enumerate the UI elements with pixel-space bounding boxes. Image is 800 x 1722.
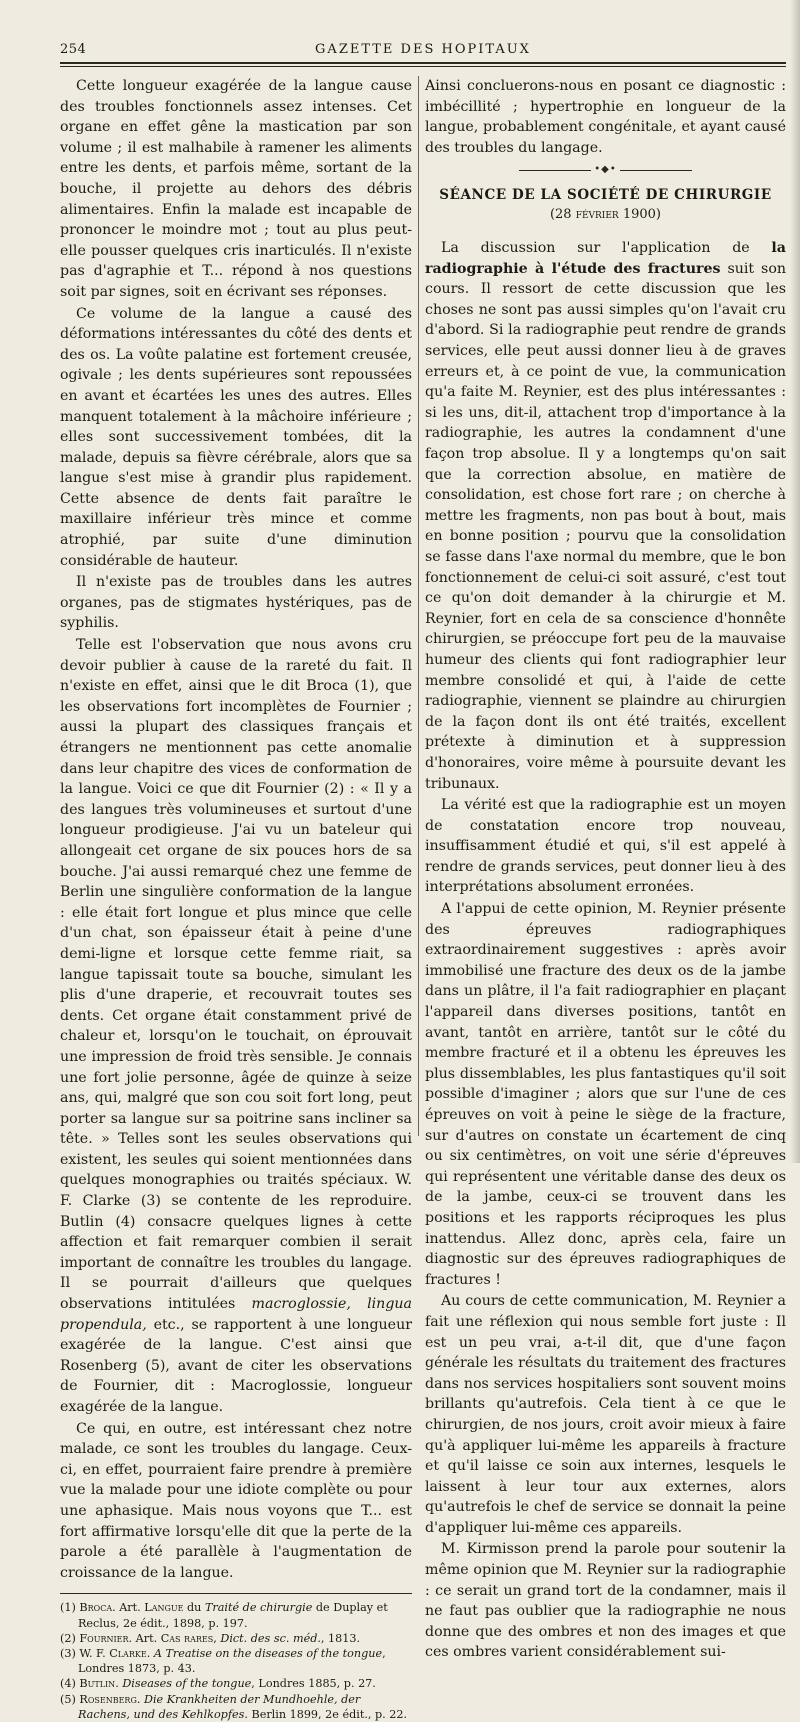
footnote-author: Rosenberg [79, 1692, 137, 1706]
footnote-text: de Duplay et Reclus, 2e édit., 1898, p. 197. [78, 1601, 388, 1630]
section-date [425, 205, 786, 226]
ornament-line [620, 170, 692, 171]
footnote [60, 1692, 412, 1722]
footnote [60, 1600, 412, 1630]
section-ornament [425, 164, 786, 177]
paragraph: Il n'existe pas de troubles dans les autres organes, pas de stigmates hystériques, pas de syphilis. [60, 574, 412, 632]
footnote-number: (2) [60, 1631, 80, 1645]
paragraph: Ce qui, en outre, est intéressant chez notre malade, ce sont les troubles du langage. Ceux-ci, en effet, pourraient faire prendre à première vue la malade pour une idiote complète ou pour une aphasique. Mais nous voyons que T... est fort affirmative lorsqu'elle dit que la perte de la parole a été parallèle à l'augmentation de croissance de la langue. [60, 1420, 412, 1581]
bold-topic: la radiographie à l'étude des fractures [425, 240, 786, 277]
footnote-text: Cas rares [160, 1631, 214, 1645]
footnote-text: , Londres 1885, p. 27. [251, 1677, 376, 1691]
paragraph [425, 238, 786, 794]
footnote-number: (3) [60, 1646, 80, 1660]
paragraph-text: La discussion sur l'application de [441, 240, 772, 257]
date-text: 1900) [618, 207, 662, 223]
left-column [60, 76, 412, 1722]
footnote-number: (1) [60, 1601, 80, 1615]
paragraph-text: Telle est l'observation que nous avons cru devoir publier à cause de la rareté du fait. Il n'existe en effet, ainsi que le dit Broca (1), que les observations fort incomplètes de Fournier ; aussi la plupart des classiques français et étrangers ne mentionnent pas cette anomalie dans leur chapitre des vices de conformation de la langue. Voici ce que dit Fournier (2) : « Il y a des langues très volumineuses et surtout d'une longueur prodigieuse. J'ai vu un bateleur qui allongeait cet organe de six pouces hors de sa bouche. J'ai aussi remarqué chez une femme de Berlin une singulière conformation de la langue : elle était fort longue et plus mince que celle d'un chat, son épaisseur était à peine d'une demi-ligne et lorsque cette femme riait, sa langue tapissait toute sa bouche, simulant les plis d'une draperie, et recouvrait toutes ses dents. Cet organe était constamment privé de chaleur et, lorsqu'on le touchait, on éprouvait une impression de froid très sensible. Je connais une fort jolie personne, âgée de quinze à seize ans, qui, malgré que son cou soit fort long, peut porter sa langue sur sa poitrine sans incliner sa tête. » Telles sont les seules observations qui existent, les seules qui soient mentionnées dans quelques monographies ou traités spéciaux. W. F. Clarke (3) se contente de les reproduire. Butlin (4) consacre quelques lignes à cette affection et fait remarquer combien il serait important de connaître les troubles du langage. Il se pourrait d'ailleurs que quelques observations intitulées [60, 637, 412, 1313]
footnote-title: Traité de chirurgie [204, 1601, 313, 1615]
footnote-text: Langue [144, 1601, 184, 1615]
running-title: GAZETTE DES HOPITAUX [315, 42, 531, 57]
footnote-title: Dict. des sc. méd. [220, 1631, 321, 1645]
paragraph-text: suit son cours. Il ressort de cette discussion que les choses ne sont pas aussi simples qu'on l'avait cru d'abord. Si la radiographie peut rendre de grands services, elle peut aussi donner lieu à de graves erreurs et, à ce point de vue, la communication qu'a faite M. Reynier, est des plus intéressantes : si les uns, dit-il, attachent trop d'importance à la radiographie, les autres la condamnent d'une façon trop absolue. Il y a longtemps qu'on sait que la correction absolue, en matière de consolidation, est chose fort rare ; on cherche à mettre les fragments, non pas bout à bout, mais en bonne position ; pourvu que la consolidation se fasse dans l'axe normal du membre, que le bon fonctionnement de celui-ci soit assuré, c'est tout ce qu'on doit demander à la chirurgie et M. Reynier, fort en cela de sa conscience d'honnête chirurgien, se préoccupe fort peu de la mauvaise humeur des clients qui font radiographier leur membre consolidé et qui, à l'aide de cette radiographie, viennent se plaindre au chirurgien de la façon dont ils ont été traités, excellent prétexte à diminution et à suppression d'honoraires, voire même à poursuite devant les tribunaux. [425, 260, 787, 792]
footnote-number: (4) [60, 1677, 80, 1691]
binding-shadow [790, 0, 800, 1163]
footnote-title: Diseases of the tongue [122, 1677, 252, 1691]
footnote-author: Fournier [79, 1631, 129, 1645]
footnote-author: Butlin [79, 1677, 116, 1691]
column-divider [418, 76, 419, 1136]
page-header [60, 40, 786, 62]
paragraph: Au cours de cette communication, M. Reynier a fait une réflexion qui nous semble fort juste : Il est un peu vrai, a-t-il dit, que d'une façon générale les résultats du traitement des fractures dans nos services hospitaliers sont souvent moins brillants qu'autrefois. Cela tient à ce que le chirurgien, de nos jours, croit avoir mieux à faire qu'à appliquer lui-même les appareils à fracture et qu'il laisse ce soin aux internes, lesquels le laissent à leur tour aux externes, alors qu'autrefois le chef de service se donnait la peine d'appliquer lui-même ces appareils. [425, 1293, 786, 1536]
footnote-text: . [146, 1646, 154, 1660]
footnote-author: W. F. Clarke [79, 1646, 147, 1660]
ornament-glyph: •◆• [594, 164, 617, 176]
footnote-author: Broca [79, 1601, 113, 1615]
footnote [60, 1676, 412, 1691]
date-text: (28 [549, 207, 576, 223]
header-rule-thin [60, 66, 786, 67]
italic-terms: macroglossie, lingua propendula, [60, 1296, 412, 1333]
paragraph-text: etc., se rapportent à une longueur exagérée de la langue. C'est ainsi que Rosenberg (5), avant de citer les observations de Fournier, dit : Macroglossie, longueur exagérée de la langue. [60, 1316, 412, 1415]
footnotes [60, 1600, 412, 1722]
footnote-text: . [136, 1692, 144, 1706]
paragraph: Ainsi concluerons-nous en posant ce diagnostic : imbécillité ; hypertrophie en longueur de la langue, probablement congénitale, et ayant causé des troubles du langage. [425, 78, 786, 156]
footnote-text: , [213, 1631, 221, 1645]
footnote [60, 1631, 412, 1646]
right-column [425, 76, 786, 1663]
paragraph [60, 635, 412, 1418]
section-title: SÉANCE DE LA SOCIÉTÉ DE CHIRURGIE [439, 186, 772, 203]
footnote-text: , 1813. [320, 1631, 361, 1645]
footnote-rule [60, 1593, 412, 1594]
footnote-number: (5) [60, 1692, 80, 1706]
page-number: 254 [60, 42, 87, 57]
header-rule [60, 62, 786, 64]
footnote-text: , Londres 1873, p. 43. [78, 1646, 386, 1676]
paragraph: M. Kirmisson prend la parole pour soutenir la même opinion que M. Reynier sur la radiographie : ce serait un grand tort de la condamner, mais il ne faut pas oublier que la radiographie ne nous donne que des ombres et non des images et que ces ombres varient considérablement sui- [425, 1541, 786, 1661]
paragraph: Ce volume de la langue a causé des déformations intéressantes du côté des dents et des os. La voûte palatine est fortement creusée, ogivale ; les dents supérieures sont repoussées en avant et écartées les unes des autres. Elles manquent totalement à la mâchoire inférieure ; elles sont successivement tombées, dit la malade, depuis sa fièvre cérébrale, alors que sa langue s'est mise à grandir plus rapidement. Cette absence de dents fait paraître le maxillaire inférieur très mince et comme atrophié, par suite d'une diminution considérable de hauteur. [60, 305, 412, 569]
footnote-text: . [115, 1677, 123, 1691]
ornament-line [519, 170, 591, 171]
paragraph: A l'appui de cette opinion, M. Reynier présente des épreuves radiographiques extraordinairement suggestives : après avoir immobilisé une fracture des deux os de la jambe dans un plâtre, il l'a fait radiographier en plaçant l'appareil dans diverses positions, tantôt en avant, tantôt en arrière, tantôt sur le côté du membre fracturé et il a obtenu les épreuves les plus dissemblables, les plus fantastiques qu'il soit possible d'imaginer ; alors que sur l'une de ces épreuves on voit à peine le siège de la fracture, sur d'autres on constate un écartement de cinq ou six centimètres, on voit une série d'épreuves qui représentent une véritable danse des deux os de la jambe, ceux-ci se trouvent dans les positions et les rapports réciproques les plus inattendus. Allez donc, après cela, faire un diagnostic sur des épreuves radiographiques de fractures ! [425, 901, 786, 1288]
footnote-text: . Berlin 1899, 2e édit., p. 22. [244, 1707, 408, 1721]
paragraph: La vérité est que la radiographie est un moyen de constatation encore trop nouveau, insuffisamment étudié et qui, s'il est appelé à rendre de grands services, peut donner lieu à des interprétations absolument erronées. [425, 797, 786, 896]
footnote-text: du [183, 1601, 205, 1615]
footnote-text: . Art. [112, 1601, 145, 1615]
footnote-text: . Art. [128, 1631, 161, 1645]
paragraph: Cette longueur exagérée de la langue cause des troubles fonctionnels assez intenses. Cet organe en effet gêne la mastication par son volume ; il est malhabile à ramener les aliments entre les dents, et parfois même, sortant de la bouche, il projette au dehors des débris alimentaires. Enfin la malade est incapable de prononcer le moindre mot ; tout au plus peut-elle pousser quelques cris inarticulés. Il n'existe pas d'agraphie et T... répond à nos questions soit par signes, soit en écrivant ses réponses. [60, 78, 412, 300]
footnote-title: Die Krankheiten der Mundhoehle, der Rachens, und des Kehlkopfes [78, 1692, 361, 1721]
date-month: février [575, 207, 619, 223]
footnote-title: A Treatise on the diseases of the tongue [153, 1646, 383, 1660]
footnote [60, 1646, 412, 1676]
